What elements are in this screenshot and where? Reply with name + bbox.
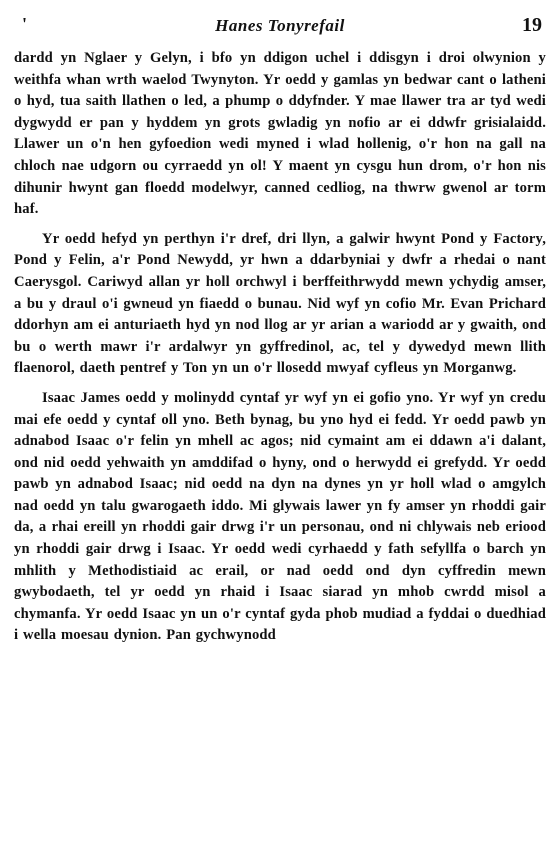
margin-mark: ' xyxy=(22,14,28,34)
paragraph-1: dardd yn Nglaer y Gelyn, i bfo yn ddigon uchel i ddisgyn i droi olwynion y weithfa whan wrth waelod Twynyton. Yr oedd y gamlas yn bedwar cant o latheni o hyd, tua saith llathen o led, a phump o ddyfnder. Y mae llawer tra ar tyd wedi dygwydd er pan y hyddem yn grots gwladig yn nofio ar ei ddwfr grisialaidd. Llawer un o'n hen gyfoedion wedi myned i wlad hollenig, o'r hon na gall na chloch nae udgorn ou cyrraedd yn ol! Y maent yn cysgu hun drom, o'r hon nis dihunir hwynt gan floedd modelwyr, canned cedliog, na thwrw gwenol ar torm haf. xyxy=(14,50,546,218)
page-header xyxy=(14,14,546,42)
page-number: 19 xyxy=(522,14,542,36)
running-title: Hanes Tonyrefail xyxy=(215,16,345,35)
page-body xyxy=(14,48,546,647)
paragraph-2: Yr oedd hefyd yn perthyn i'r dref, dri llyn, a galwir hwynt Pond y Factory, Pond y Felin, a'r Pond Newydd, yr hwn a ddarbyniai y dwfr a rhedai o nant Caerysgol. Cariwyd allan yr holl orchwyl i berffeithrwydd mewn ychydig amser, a bu y draul o'i gwneud yn fiaedd o bunau. Nid wyf yn cofio Mr. Evan Prichard ddorhyn am ei anturiaeth hyd yn nod llog ar yr arian a wariodd ar y gwaith, ond bu o werth mawr i'r ardalwyr yn gyffredinol, ac, tel y dywedyd mewn llith flaenorol, daeth pentref y Ton yn un o'r llosedd mwyaf cyfleus yn Morganwg. xyxy=(14,230,546,377)
paragraph-3: Isaac James oedd y molinydd cyntaf yr wyf yn ei gofio yno. Yr wyf yn credu mai efe oedd y cyntaf oll yno. Beth bynag, bu yno hyd ei fedd. Yr oedd pawb yn adnabod Isaac o'r felin yn mhell ac agos; nid cymaint am ei ddawn a'i dalant, ond nid oedd yehwaith yn amddifad o hyny, ond o herwydd ei grefydd. Yr oedd pawb yn adnabod Isaac; nid oedd na dyn na dynes yn yr holl wlad o amgylch nad oedd yn talu gwarogaeth iddo. Mi glywais lawer yn fy amser yn rhoddi gair da, a rhai ereill yn rhoddi gair drwg i'r un personau, ond ni chlywais neb eriood yn rhoddi gair drwg i Isaac. Yr oedd wedi cyrhaedd y fath sefyllfa o barch yn mhlith y Methodistiaid ac erail, or nad oedd ond dyn cyffredin mewn gwybodaeth, tel yr oedd yn rhaid i Isaac siarad yn mhob cwrdd misol a chymanfa. Yr oedd Isaac yn un o'r cyntaf gyda phob mudiad a fyddai o duedhiad i wella moesau dynion. Pan gychwynodd xyxy=(14,389,546,644)
